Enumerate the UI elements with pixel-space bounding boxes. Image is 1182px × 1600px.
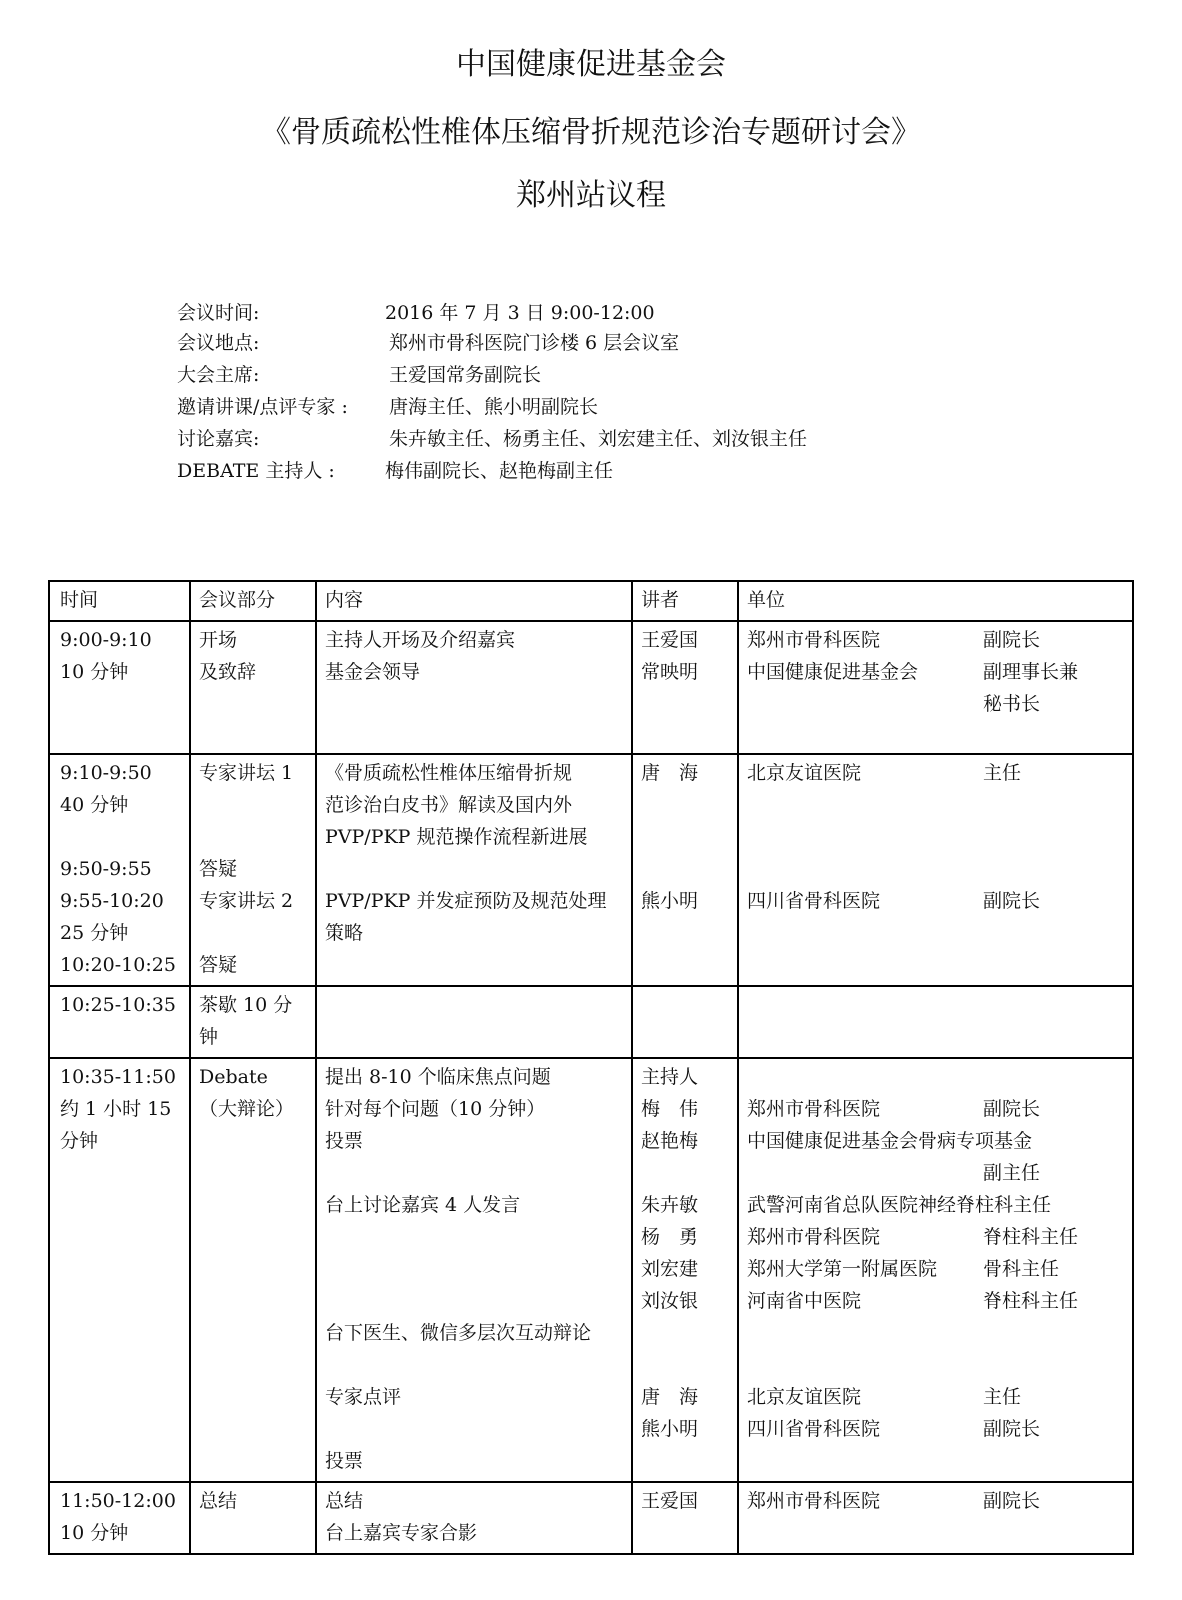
speaker-text	[641, 821, 729, 853]
content-text	[325, 1285, 623, 1317]
duration-text: 40 分钟	[60, 794, 129, 816]
part-text	[199, 917, 307, 949]
cell-part	[190, 1482, 316, 1554]
content-text	[325, 853, 623, 885]
table-row	[49, 754, 1133, 986]
unit-org: 武警河南省总队医院神经脊柱科主任	[747, 1194, 1052, 1216]
cell-time	[49, 986, 190, 1058]
info-label: DEBATE 主持人 :	[177, 460, 335, 482]
unit-line	[747, 624, 1124, 656]
table-row	[49, 1058, 1133, 1482]
part-text: 开场	[199, 629, 238, 651]
unit-role: 副院长	[983, 629, 1041, 651]
duration-text: 约 1 小时 15	[60, 1098, 172, 1120]
content-text: 针对每个问题（10 分钟）	[325, 1098, 546, 1120]
time-text: 10:20-10:25	[60, 954, 176, 976]
speaker-text	[641, 1157, 729, 1189]
agenda-table	[48, 580, 1134, 1555]
unit-role: 骨科主任	[983, 1258, 1060, 1280]
unit-line	[747, 1381, 1124, 1413]
speaker-text: 赵艳梅	[641, 1130, 699, 1152]
time-text: 9:10-9:50	[60, 762, 152, 784]
speaker-text: 王爱国	[641, 1490, 699, 1512]
info-value: 王爱国常务副院长	[389, 364, 542, 386]
unit-org: 北京友谊医院	[747, 762, 862, 784]
content-text	[325, 1253, 623, 1285]
info-value: 唐海主任、熊小明副院长	[389, 396, 599, 418]
table-row	[49, 621, 1133, 754]
unit-line	[747, 1485, 1124, 1517]
part-text: 答疑	[199, 954, 238, 976]
duration-text: 10 分钟	[60, 661, 129, 683]
content-text: 范诊治白皮书》解读及国内外	[325, 794, 573, 816]
cell-time	[49, 621, 190, 754]
unit-org: 郑州市骨科医院	[747, 1098, 881, 1120]
content-text: 主持人开场及介绍嘉宾	[325, 629, 516, 651]
unit-role: 副主任	[983, 1162, 1041, 1184]
part-text: （大辩论）	[199, 1098, 295, 1120]
unit-role: 副院长	[983, 1098, 1041, 1120]
unit-line	[747, 1253, 1124, 1285]
unit-line	[747, 757, 1124, 789]
header-part: 会议部分	[190, 581, 316, 621]
info-label: 邀请讲课/点评专家 :	[177, 396, 348, 418]
cell-part	[190, 754, 316, 986]
part-text: 及致辞	[199, 661, 257, 683]
unit-line	[747, 1413, 1124, 1445]
part-text	[199, 821, 307, 853]
speaker-text: 朱卉敏	[641, 1194, 699, 1216]
info-label: 会议地点:	[177, 332, 260, 354]
time-text: 9:00-9:10	[60, 629, 152, 651]
unit-role: 秘书长	[983, 693, 1041, 715]
content-text: 提出 8-10 个临床焦点问题	[325, 1066, 551, 1088]
duration-text: 25 分钟	[60, 922, 129, 944]
cell-content	[316, 986, 632, 1058]
cell-unit	[738, 1058, 1133, 1482]
header-content: 内容	[316, 581, 632, 621]
cell-time	[49, 1482, 190, 1554]
header-time: 时间	[49, 581, 190, 621]
speaker-text	[641, 1349, 729, 1381]
unit-org: 河南省中医院	[747, 1290, 862, 1312]
duration-text: 10 分钟	[60, 1522, 129, 1544]
time-text: 10:25-10:35	[60, 994, 176, 1016]
cell-content	[316, 1482, 632, 1554]
cell-speaker	[632, 754, 738, 986]
part-text: 总结	[199, 1490, 238, 1512]
part-text: 茶歇 10 分	[199, 994, 293, 1016]
speaker-text: 刘宏建	[641, 1258, 699, 1280]
unit-line	[747, 853, 1124, 885]
unit-org: 中国健康促进基金会骨病专项基金	[747, 1130, 1033, 1152]
time-text: 10:35-11:50	[60, 1066, 176, 1088]
title-foundation: 中国健康促进基金会	[456, 47, 726, 82]
time-text: 9:55-10:20	[60, 890, 164, 912]
time-text: 11:50-12:00	[60, 1490, 176, 1512]
unit-line	[747, 885, 1124, 917]
unit-role: 副院长	[983, 1490, 1041, 1512]
unit-line	[747, 1189, 1124, 1221]
unit-role: 副理事长兼	[983, 661, 1079, 683]
unit-role: 主任	[983, 1386, 1022, 1408]
unit-org: 四川省骨科医院	[747, 890, 881, 912]
part-text	[199, 789, 307, 821]
speaker-text: 唐 海	[641, 1386, 699, 1408]
content-text: 基金会领导	[325, 661, 421, 683]
cell-unit	[738, 1482, 1133, 1554]
cell-speaker	[632, 986, 738, 1058]
part-text: 专家讲坛 2	[199, 890, 294, 912]
cell-unit	[738, 986, 1133, 1058]
content-text: 专家点评	[325, 1386, 402, 1408]
unit-line	[747, 688, 1124, 720]
speaker-text: 王爱国	[641, 629, 699, 651]
part-text: 专家讲坛 1	[199, 762, 294, 784]
speaker-text: 杨 勇	[641, 1226, 699, 1248]
unit-line	[747, 1285, 1124, 1317]
cell-content	[316, 1058, 632, 1482]
time-text: 9:50-9:55	[60, 858, 152, 880]
cell-content	[316, 621, 632, 754]
unit-role: 副院长	[983, 1418, 1041, 1440]
content-text: 策略	[325, 922, 364, 944]
table-row	[49, 1482, 1133, 1554]
content-text: 台上嘉宾专家合影	[325, 1522, 478, 1544]
unit-role: 主任	[983, 762, 1022, 784]
unit-line	[747, 656, 1124, 688]
unit-line	[747, 1157, 1124, 1189]
speaker-text	[641, 853, 729, 885]
title-agenda: 郑州站议程	[516, 178, 666, 213]
speaker-text: 熊小明	[641, 1418, 699, 1440]
header-speaker: 讲者	[632, 581, 738, 621]
time-text	[60, 821, 181, 853]
cell-speaker	[632, 621, 738, 754]
content-text: PVP/PKP 规范操作流程新进展	[325, 826, 588, 848]
part-text: Debate	[199, 1066, 268, 1088]
cell-time	[49, 754, 190, 986]
unit-org: 郑州市骨科医院	[747, 1490, 881, 1512]
part-text: 答疑	[199, 858, 238, 880]
content-text: 台上讨论嘉宾 4 人发言	[325, 1194, 521, 1216]
content-text: 投票	[325, 1130, 364, 1152]
speaker-text	[641, 789, 729, 821]
speaker-text: 常映明	[641, 661, 699, 683]
cell-part	[190, 1058, 316, 1482]
table-row	[49, 986, 1133, 1058]
unit-line	[747, 1061, 1124, 1093]
unit-org: 四川省骨科医院	[747, 1418, 881, 1440]
speaker-text: 梅 伟	[641, 1098, 699, 1120]
unit-org: 中国健康促进基金会	[747, 661, 919, 683]
title-seminar: 《骨质疏松性椎体压缩骨折规范诊治专题研讨会》	[261, 115, 921, 150]
speaker-text: 刘汝银	[641, 1290, 699, 1312]
cell-time	[49, 1058, 190, 1482]
unit-org: 郑州大学第一附属医院	[747, 1258, 938, 1280]
speaker-text: 主持人	[641, 1066, 699, 1088]
speaker-text: 熊小明	[641, 890, 699, 912]
cell-speaker	[632, 1058, 738, 1482]
unit-line	[747, 821, 1124, 853]
cell-content	[316, 754, 632, 986]
cell-part	[190, 621, 316, 754]
info-label: 大会主席:	[177, 364, 260, 386]
content-text	[325, 1413, 623, 1445]
content-text: 《骨质疏松性椎体压缩骨折规	[325, 762, 573, 784]
unit-org: 北京友谊医院	[747, 1386, 862, 1408]
unit-role: 脊柱科主任	[983, 1226, 1079, 1248]
unit-line	[747, 1349, 1124, 1381]
unit-org: 郑州市骨科医院	[747, 629, 881, 651]
content-text	[325, 1221, 623, 1253]
content-text	[325, 1349, 623, 1381]
unit-line	[747, 1317, 1124, 1349]
unit-line	[747, 1221, 1124, 1253]
part-text: 钟	[199, 1026, 219, 1048]
info-value: 2016 年 7 月 3 日 9:00-12:00	[385, 302, 655, 324]
unit-org: 郑州市骨科医院	[747, 1226, 881, 1248]
cell-speaker	[632, 1482, 738, 1554]
header-unit: 单位	[738, 581, 1133, 621]
speaker-text: 唐 海	[641, 762, 699, 784]
content-text: 台下医生、微信多层次互动辩论	[325, 1322, 592, 1344]
unit-line	[747, 789, 1124, 821]
unit-role: 副院长	[983, 890, 1041, 912]
content-text: PVP/PKP 并发症预防及规范处理	[325, 890, 607, 912]
content-text	[325, 1157, 623, 1189]
info-label: 会议时间:	[177, 302, 260, 324]
unit-line	[747, 1093, 1124, 1125]
cell-unit	[738, 621, 1133, 754]
speaker-text	[641, 1317, 729, 1349]
unit-line	[747, 1125, 1124, 1157]
content-text: 投票	[325, 1450, 364, 1472]
duration-text: 分钟	[60, 1130, 99, 1152]
info-value: 朱卉敏主任、杨勇主任、刘宏建主任、刘汝银主任	[389, 428, 808, 450]
cell-part	[190, 986, 316, 1058]
info-value: 梅伟副院长、赵艳梅副主任	[385, 460, 614, 482]
content-text: 总结	[325, 1490, 364, 1512]
info-label: 讨论嘉宾:	[177, 428, 260, 450]
cell-unit	[738, 754, 1133, 986]
table-header-row	[49, 581, 1133, 621]
info-value: 郑州市骨科医院门诊楼 6 层会议室	[389, 332, 680, 354]
unit-role: 脊柱科主任	[983, 1290, 1079, 1312]
